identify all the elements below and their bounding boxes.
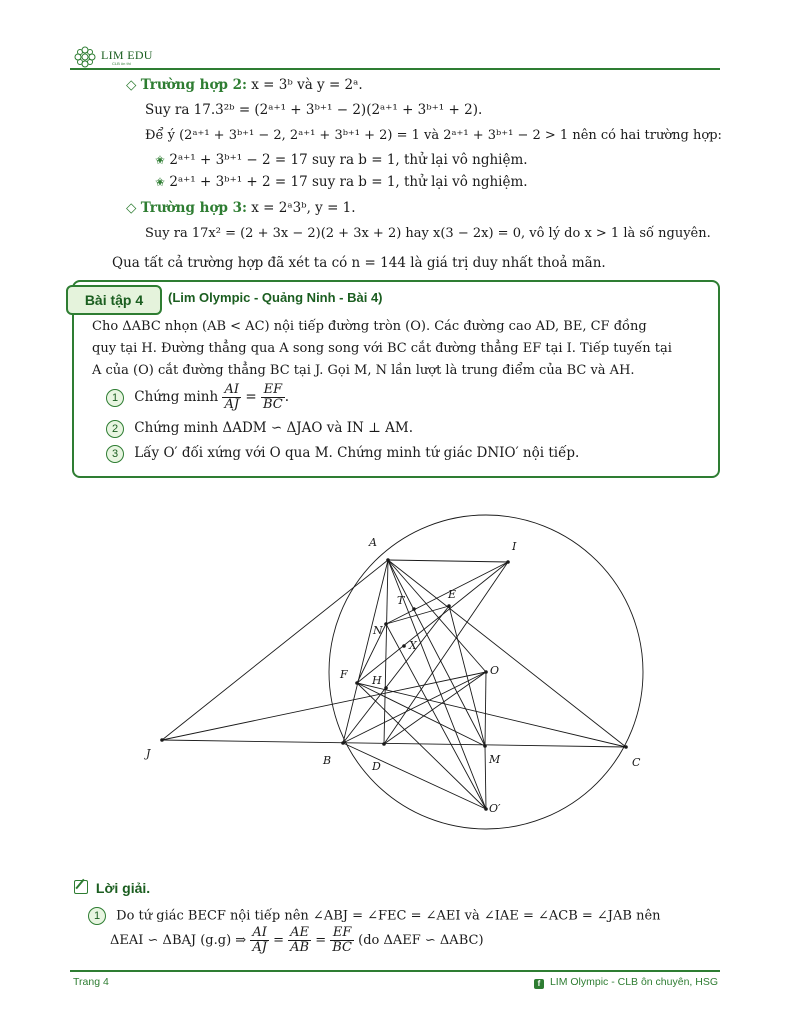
solution-text-2b: (do ΔAEF ∽ ΔABC) <box>358 933 484 948</box>
solution-line-2: ΔEAI ∽ ΔBAJ (g.g) ⇒ $\frac{AI}{AJ}$ = $\frac{AE}{AB}$ = $\frac{EF}{BC}$ (do ΔAEF ∽ ΔABC) <box>110 925 484 955</box>
case2-title: Trường hợp 2: <box>140 77 247 93</box>
point-a <box>386 558 390 562</box>
segment-fm <box>357 683 485 746</box>
label-j: J <box>146 747 151 760</box>
case2-condition: x = 3ᵇ và y = 2ᵃ. <box>251 77 363 93</box>
point-x <box>402 644 406 648</box>
logo-text: LIM EDU <box>101 48 153 62</box>
label-b: B <box>323 754 332 767</box>
label-d: D <box>372 760 381 773</box>
exercise-text-1: Cho ΔABC nhọn (AB < AC) nội tiếp đường tròn (O). Các đường cao AD, BE, CF đồng <box>92 319 647 334</box>
case2-text-2: Để ý (2ᵃ⁺¹ + 3ᵇ⁺¹ − 2, 2ᵃ⁺¹ + 3ᵇ⁺¹ + 2) = 1 và 2ᵃ⁺¹ + 3ᵇ⁺¹ − 2 > 1 nên có hai trường hợp: <box>145 128 722 143</box>
item-1-text: Chứng minh <box>134 389 219 405</box>
segment-mo2 <box>485 746 486 809</box>
diamond-bullet-icon: ◇ <box>126 77 137 93</box>
case2-text-1: Suy ra 17.3²ᵇ = (2ᵃ⁺¹ + 3ᵇ⁺¹ − 2)(2ᵃ⁺¹ + 3ᵇ⁺¹ + 2). <box>145 102 483 118</box>
label-n: N <box>373 624 383 637</box>
frac-num: AE <box>288 926 311 941</box>
conclusion: Qua tất cả trường hợp đã xét ta có n = 144 là giá trị duy nhất thoả mãn. <box>112 255 606 271</box>
case3-condition: x = 2ᵃ3ᵇ, y = 1. <box>251 200 356 216</box>
point-j <box>160 738 164 742</box>
point-c <box>624 745 628 749</box>
fraction-ef-bc <box>330 926 354 955</box>
segment-bo2 <box>343 743 486 809</box>
point-m <box>483 744 487 748</box>
item-3-text: Lấy O′ đối xứng với O qua M. Chứng minh tứ giác DNIO′ nội tiếp. <box>134 445 580 461</box>
diamond-bullet-icon: ◇ <box>126 200 137 216</box>
item-number: 3 <box>106 445 124 463</box>
item-number: 1 <box>88 907 106 925</box>
altitude-ad <box>384 560 388 744</box>
tangent-aj <box>162 560 388 740</box>
exercise-item-1: 1 Chứng minh $\frac{AI}{AJ}$ = $\frac{EF}{BC}$ . <box>106 380 289 414</box>
frac-den: AB <box>290 940 310 955</box>
frac-den: AJ <box>224 397 240 412</box>
item-number: 1 <box>106 389 124 407</box>
exercise-source: (Lim Olympic - Quảng Ninh - Bài 4) <box>168 290 383 305</box>
exercise-text-2: quy tại H. Đường thẳng qua A song song với BC cắt đường thẳng EF tại I. Tiếp tuyến tại <box>92 341 672 356</box>
solution-heading <box>74 880 150 896</box>
footer-brand-text: LIM Olympic - CLB ôn chuyên, HSG <box>549 976 718 988</box>
frac-den: AJ <box>252 940 267 955</box>
label-t: T <box>397 594 405 607</box>
fraction-ai-aj <box>250 926 269 955</box>
frac-den: BC <box>332 940 352 955</box>
segment-di <box>384 562 508 744</box>
star-bullet-icon: ✬ <box>155 175 166 189</box>
solution-line-1 <box>88 907 661 926</box>
footer-brand <box>534 976 718 989</box>
segment-ai <box>388 560 508 562</box>
label-c: C <box>632 756 641 769</box>
segment-ni <box>386 562 508 624</box>
solution-title: Lời giải. <box>95 880 151 896</box>
frac-num: AI <box>222 383 241 398</box>
segment-om <box>485 672 486 746</box>
case3-title: Trường hợp 3: <box>140 200 247 216</box>
segment-fo2 <box>357 683 486 809</box>
line-fi <box>357 562 508 683</box>
frac-num: EF <box>330 926 354 941</box>
item-number: 2 <box>106 420 124 438</box>
label-o-prime: O′ <box>489 802 501 815</box>
logo-subtitle: CLB ôn thi <box>112 61 131 66</box>
facebook-icon: f <box>534 979 544 989</box>
label-a: A <box>369 536 377 549</box>
frac-num: EF <box>261 383 285 398</box>
point-i <box>506 560 510 564</box>
case3-text: Suy ra 17x² = (2 + 3x − 2)(2 + 3x + 2) hay x(3 − 2x) = 0, vô lý do x > 1 là số nguyên. <box>145 226 711 241</box>
item-2-text: Chứng minh ΔADM ∽ ΔJAO và IN ⊥ AM. <box>134 420 414 436</box>
segment-ab <box>343 560 388 743</box>
point-b <box>341 741 345 745</box>
footer-rule <box>70 970 720 972</box>
exercise-badge: Bài tập 4 <box>66 285 162 315</box>
solution-text-2a: ΔEAI ∽ ΔBAJ (g.g) ⇒ <box>110 933 247 948</box>
edit-icon <box>74 880 88 894</box>
frac-den: BC <box>262 397 283 412</box>
case2-subcase-2-text: 2ᵃ⁺¹ + 3ᵇ⁺¹ + 2 = 17 suy ra b = 1, thử lại vô nghiệm. <box>169 174 528 190</box>
label-h: H <box>372 674 382 687</box>
point-t <box>412 607 416 611</box>
label-i: I <box>512 540 517 553</box>
star-bullet-icon: ✬ <box>155 153 166 167</box>
label-f: F <box>340 668 348 681</box>
point-n <box>384 622 388 626</box>
label-e: E <box>448 588 457 601</box>
label-m: M <box>489 753 501 766</box>
point-o <box>484 670 488 674</box>
fraction-ae-ab <box>288 926 311 955</box>
segment-ne <box>386 606 449 624</box>
point-d <box>382 742 386 746</box>
case2-subcase-1-text: 2ᵃ⁺¹ + 3ᵇ⁺¹ − 2 = 17 suy ra b = 1, thử lại vô nghiệm. <box>169 152 528 168</box>
point-o2 <box>484 807 488 811</box>
frac-num: AI <box>250 926 269 941</box>
point-e <box>447 604 451 608</box>
solution-text-1: Do tứ giác BECF nội tiếp nên ∠ABJ = ∠FEC = ∠AEI và ∠IAE = ∠ACB = ∠JAB nên <box>116 908 661 924</box>
point-f <box>355 681 359 685</box>
label-o: O <box>490 664 500 677</box>
line-jc <box>162 740 626 747</box>
label-x: X <box>409 639 417 652</box>
point-h <box>384 686 388 690</box>
page-number: Trang 4 <box>73 976 109 988</box>
exercise-text-3: A của (O) cắt đường thẳng BC tại J. Gọi M, N lần lượt là trung điểm của BC và AH. <box>92 363 635 378</box>
